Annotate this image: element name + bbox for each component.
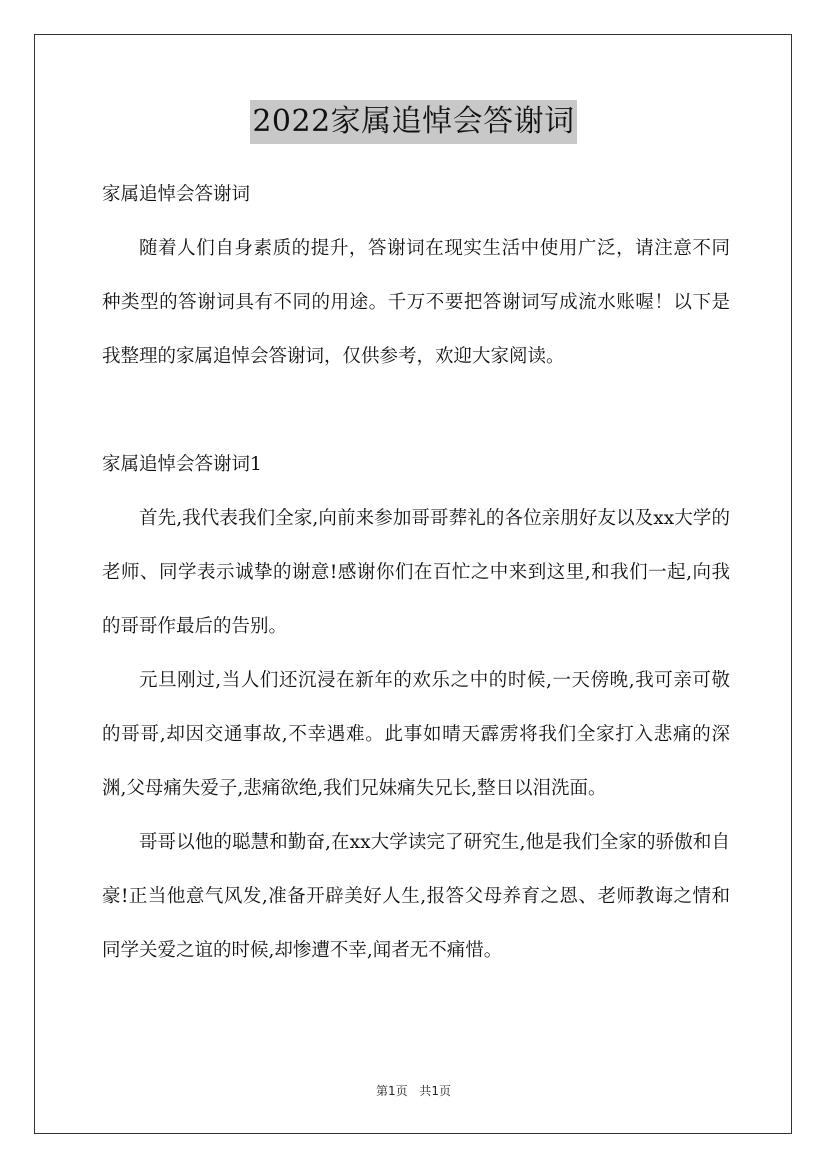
document-body <box>102 168 730 978</box>
page-footer <box>0 1082 827 1099</box>
body-paragraph-3: 哥哥以他的聪慧和勤奋,在xx大学读完了研究生,他是我们全家的骄傲和自豪!正当他意气风发,准备开辟美好人生,报答父母养育之恩、老师教诲之情和同学关爱之谊的时候,却惨遭不幸,闻者无不痛惜。 <box>102 832 730 961</box>
page-number: 第1页 <box>375 1084 408 1098</box>
body-paragraph-2: 元旦刚过,当人们还沉浸在新年的欢乐之中的时候,一天傍晚,我可亲可敬的哥哥,却因交通事故,不幸遇难。此事如晴天霹雳将我们全家打入悲痛的深渊,父母痛失爱子,悲痛欲绝,我们兄妹痛失兄长,整日以泪洗面。 <box>102 670 730 799</box>
body-paragraph-1: 首先,我代表我们全家,向前来参加哥哥葬礼的各位亲朋好友以及xx大学的老师、同学表示诚挚的谢意!感谢你们在百忙之中来到这里,和我们一起,向我的哥哥作最后的告别。 <box>102 508 730 637</box>
page-total: 共1页 <box>419 1084 452 1098</box>
section-heading-1: 家属追悼会答谢词1 <box>102 454 262 475</box>
intro-paragraph: 随着人们自身素质的提升，答谢词在现实生活中使用广泛，请注意不同种类型的答谢词具有不同的用途。千万不要把答谢词写成流水账喔！以下是我整理的家属追悼会答谢词，仅供参考，欢迎大家阅读。 <box>102 238 730 367</box>
document-title: 2022家属追悼会答谢词 <box>250 100 576 144</box>
title-wrap <box>0 100 827 144</box>
blank-line <box>102 384 730 438</box>
section-heading: 家属追悼会答谢词 <box>102 184 251 205</box>
